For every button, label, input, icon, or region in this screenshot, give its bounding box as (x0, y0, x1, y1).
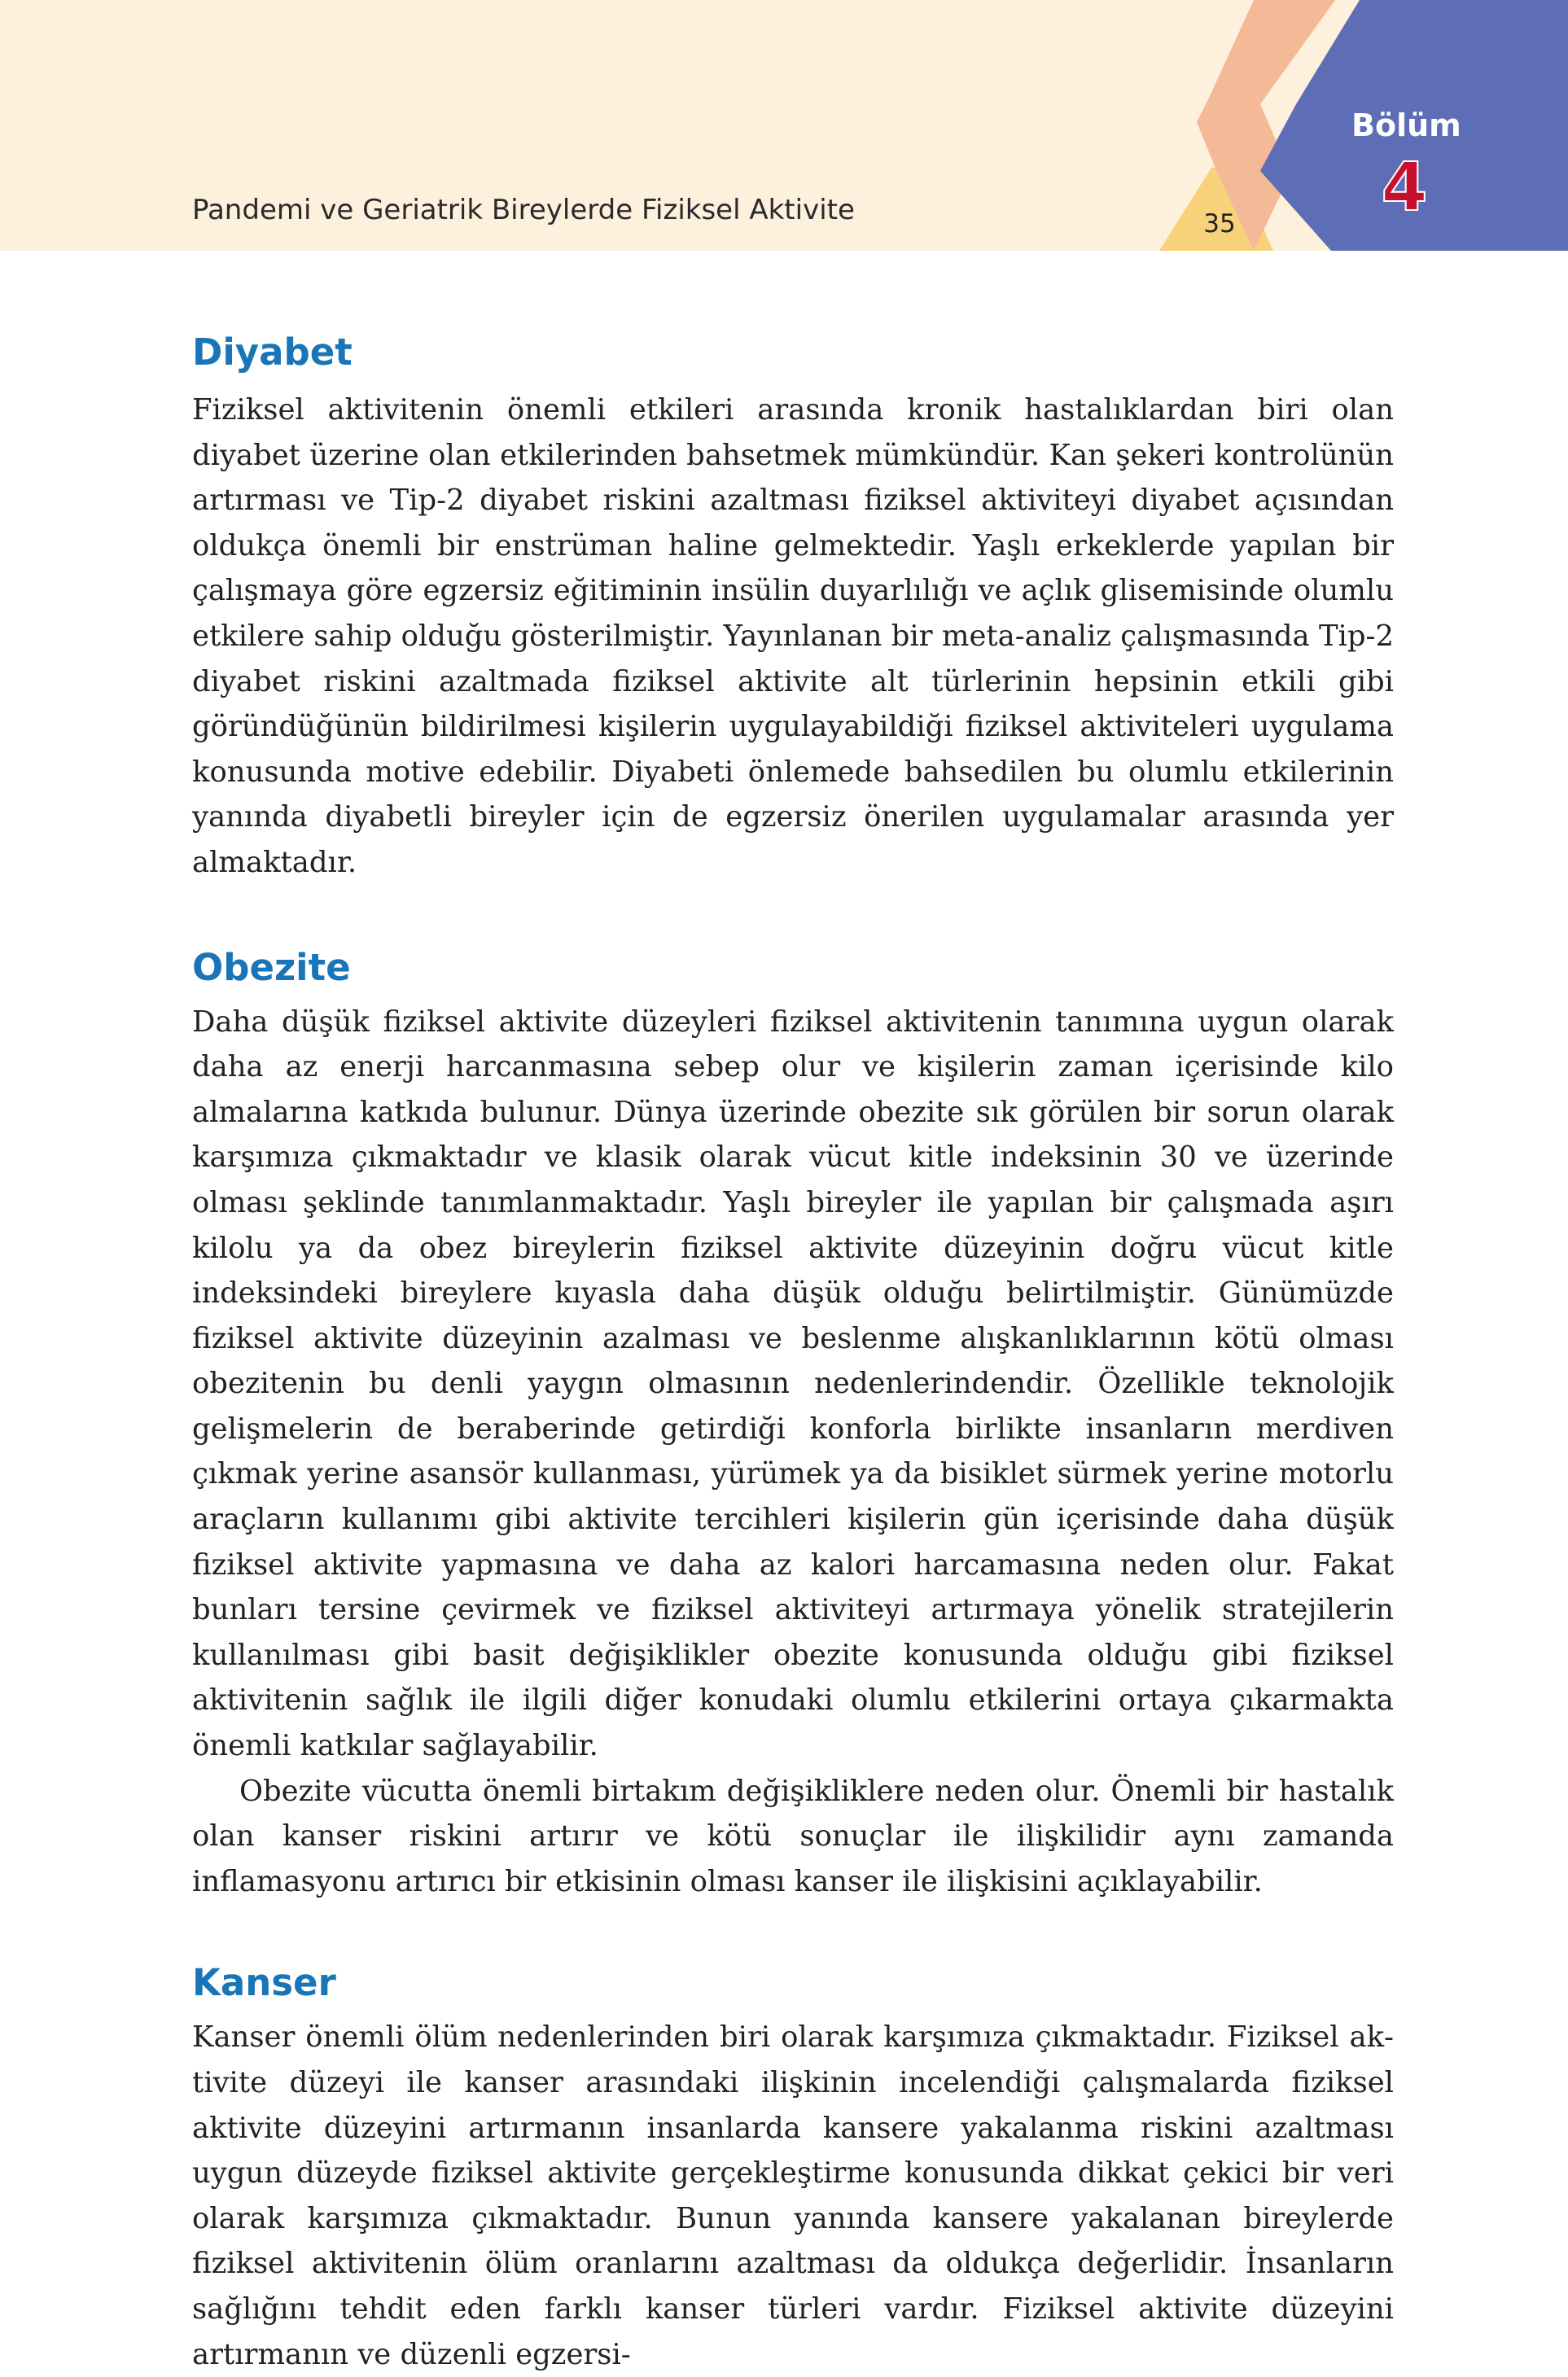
page-number: 35 (1203, 209, 1236, 239)
paragraph: Obezite vücutta önemli birtakım değişikliklere neden olur. Önemli bir hastalık olan kanser riskini artırır ve kötü sonuçlar ile ilişkilidir aynı zamanda inflamasyonu artırıcı bir etkisinin olması kanser ile ilişkisini açıklayabilir. (192, 1774, 1394, 1898)
section-obezite (192, 939, 1394, 1905)
paragraph: Kanser önemli ölüm nedenlerinden biri olarak karşımıza çıkmaktadır. Fiziksel aktivite düzeyi ile kanser arasındaki ilişkinin incelendiği çalışmalarda fiziksel aktivite düzeyini artırmanın insanlarda kansere yakalanma riskini azaltması uygun düzeyde fiziksel aktivite gerçekleştirme konusunda dikkat çekici bir veri olarak karşımıza çıkmaktadır. Bunun yanında kansere yakalanan bireylerde fiziksel aktivitenin ölüm oranlarını azaltması da oldukça değerlidir. İnsanların sağlığını tehdit eden farklı kanser türleri vardır. Fiziksel aktivite düzeyini artırmanın ve düzenli egzersi- (192, 2020, 1394, 2371)
paragraph: Fiziksel aktivitenin önemli etkileri arasında kronik hastalıklardan biri olan diyabet üzerine olan etkilerinden bahsetmek mümkündür. Kan şekeri kontrolünün artırması ve Tip-2 diyabet riskini azaltması fiziksel aktiviteyi diyabet açısından oldukça önemli bir enstrüman haline gelmektedir. Yaşlı erkeklerde yapılan bir çalışmaya göre egzersiz eğitiminin insülin duyarlılığı ve açlık glisemisinde olumlu etkilere sahip olduğu gösterilmiştir. Yayınlanan bir meta-analiz çalışmasında Tip-2 diyabet riskini azaltmada fiziksel aktivite alt türlerinin hepsinin etkili gibi göründüğünün bildirilmesi kişilerin uygulayabildiği fiziksel aktiviteleri uygulama konusunda motive edebilir. Diyabeti önlemede bahsedilen bu olumlu etkilerinin yanında diyabetli bireyler için de egzersiz önerilen uygulamalar arasında yer almaktadır. (192, 393, 1394, 879)
section-heading: Diyabet (192, 331, 353, 374)
chapter-label: Bölüm (1351, 107, 1461, 143)
section-heading: Obezite (192, 945, 351, 989)
section-diyabet (192, 324, 1394, 886)
section-kanser (192, 1955, 1394, 2377)
chapter-number: 4 (1381, 149, 1428, 226)
section-heading: Kanser (192, 1961, 336, 2005)
page-content (192, 324, 1394, 2377)
running-title: Pandemi ve Geriatrik Bireylerde Fiziksel Aktivite (192, 194, 855, 226)
paragraph: Daha düşük fiziksel aktivite düzeyleri fiziksel aktivitenin tanımına uygun olarak daha az enerji harcanmasına sebep olur ve kişilerin zaman içerisinde kilo almalarına katkıda bulunur. Dünya üzerinde obezite sık görülen bir sorun olarak karşımıza çıkmaktadır ve klasik olarak vücut kitle indeksinin 30 ve üzerinde olması şeklinde tanımlanmaktadır. Yaşlı bireyler ile yapılan bir çalışmada aşırı kilolu ya da obez bireylerin fiziksel aktivite düzeyinin doğru vücut kitle indeksindeki bireylere kıyasla daha düşük olduğu belirtilmiştir. Günümüzde fiziksel aktivite düzeyinin azalması ve beslenme alışkanlıklarının kötü olması obezitenin bu denli yaygın olmasının nedenlerindendir. Özellikle teknolojik gelişmelerin de beraberinde getirdiği konforla birlikte insanların merdiven çıkmak yerine asansör kullanması, yürümek ya da bisiklet sürmek yerine motorlu araçların kullanımı gibi aktivite tercihleri kişilerin gün içerisinde daha düşük fiziksel aktivite yapmasına ve daha az kalori harcamasına neden olur. Fakat bunları tersine çevirmek ve fiziksel aktiviteyi artırmaya yönelik stratejilerin kullanılması gibi basit değişiklikler obezite konusunda olduğu gibi fiziksel aktivitenin sağlık ile ilgili diğer konudaki olumlu etkilerini ortaya çıkarmakta önemli katkılar sağlayabilir. (192, 1005, 1394, 1763)
